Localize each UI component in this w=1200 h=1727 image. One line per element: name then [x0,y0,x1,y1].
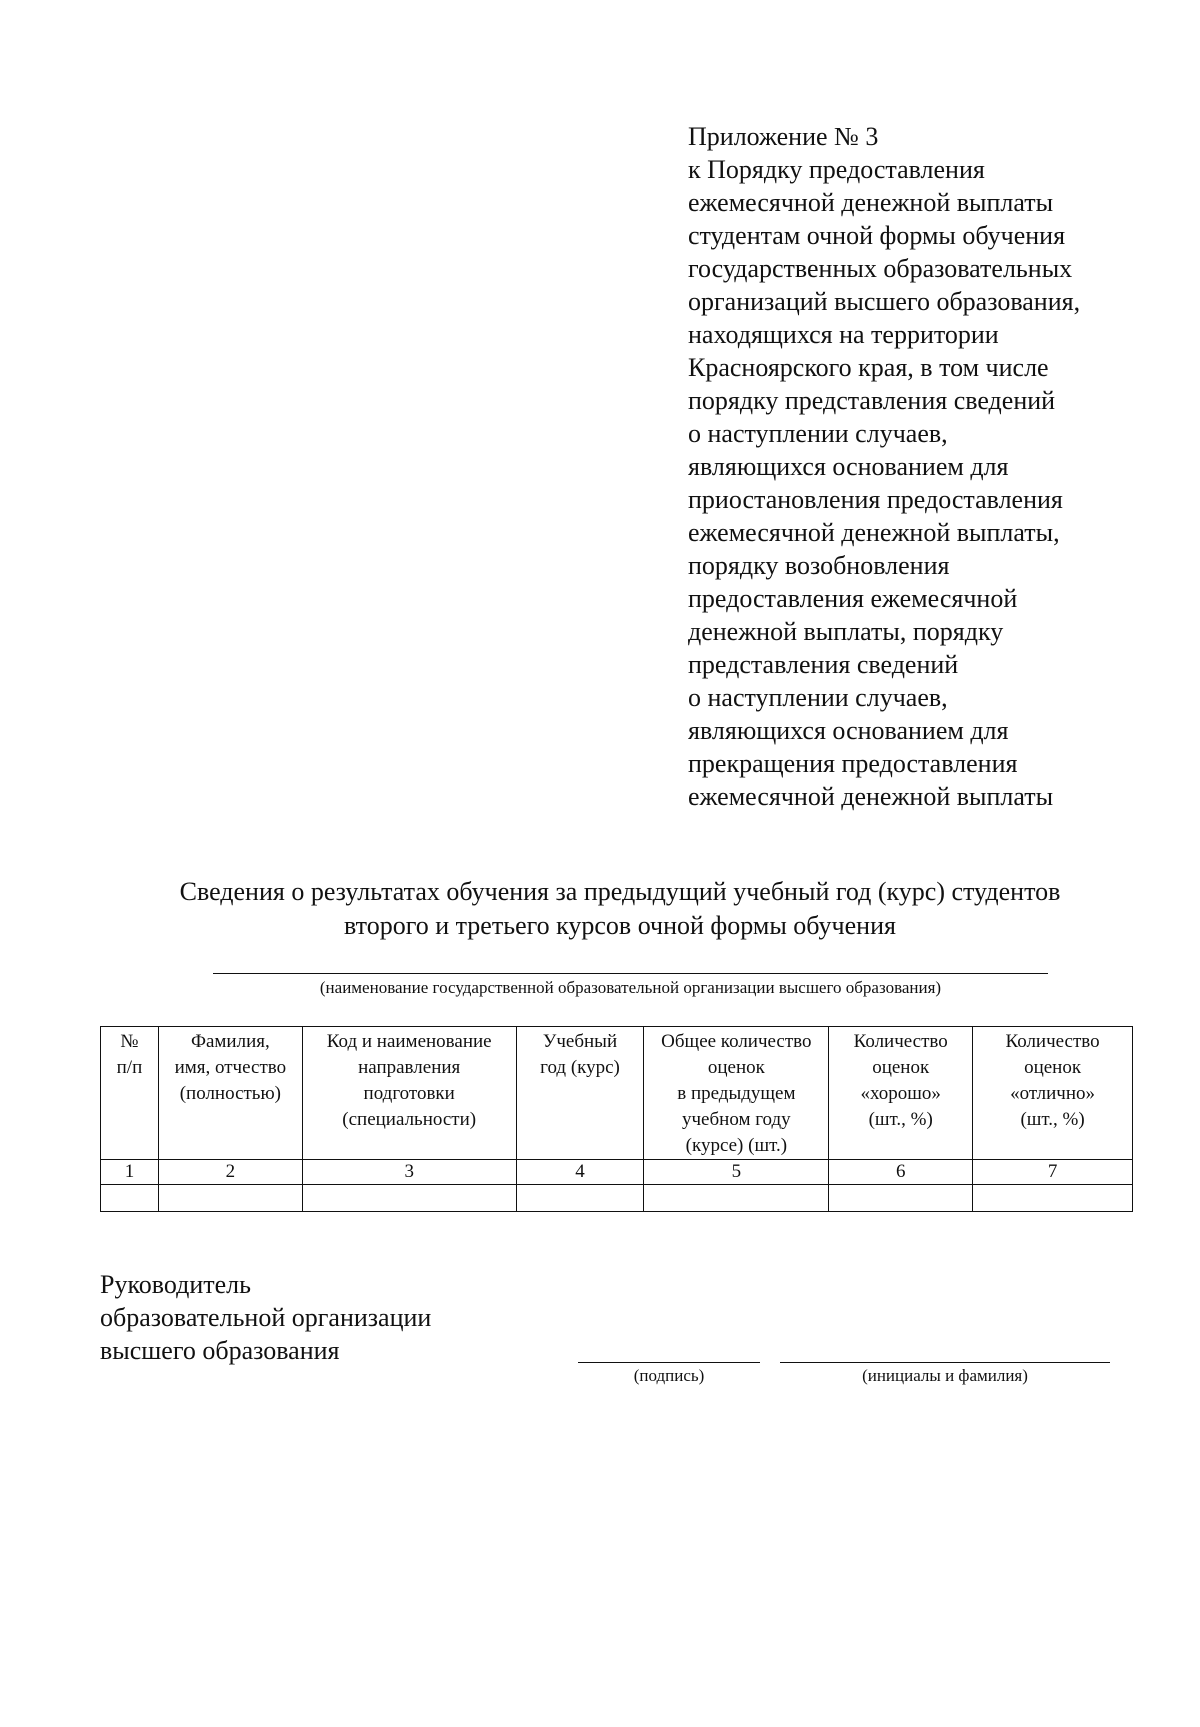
appendix-line: о наступлении случаев, [688,419,948,448]
empty-cell [829,1185,973,1212]
header-cell-excellent-grades: Количество оценок «отлично» (шт., %) [973,1027,1133,1160]
column-number: 1 [101,1160,159,1185]
appendix-line: находящихся на территории [688,320,999,349]
title-line-2: второго и третьего курсов очной формы обучения [344,911,896,940]
appendix-line: студентам очной формы обучения [688,221,1066,250]
appendix-line: о наступлении случаев, [688,683,948,712]
signature-caption: (подпись) [633,1366,705,1385]
header-cell-total-grades: Общее количество оценок в предыдущем учебном году (курсе) (шт.) [644,1027,829,1160]
appendix-line: ежемесячной денежной выплаты, [688,518,1060,547]
empty-cell [644,1185,829,1212]
appendix-line: ежемесячной денежной выплаты [688,782,1054,811]
empty-cell [973,1185,1133,1212]
empty-cell [158,1185,302,1212]
empty-cell [516,1185,644,1212]
appendix-line: Красноярского края, в том числе [688,353,1049,382]
appendix-line: порядку возобновления [688,551,950,580]
document-title [100,875,1140,943]
appendix-line: приостановления предоставления [688,485,1063,514]
name-caption: (инициалы и фамилия) [862,1366,1028,1385]
org-name-caption: (наименование государственной образовательной организации высшего образования) [319,978,942,997]
appendix-line: представления сведений [688,650,959,679]
column-number: 2 [158,1160,302,1185]
appendix-line: Приложение № 3 [688,122,879,151]
appendix-line: являющихся основанием для [688,716,1009,745]
org-name-line [213,973,1048,974]
appendix-line: предоставления ежемесячной [688,584,1018,613]
appendix-line: государственных образовательных [688,254,1073,283]
header-cell-number: № п/п [101,1027,159,1160]
table-header-row [101,1027,1133,1160]
column-number: 7 [973,1160,1133,1185]
header-cell-name: Фамилия, имя, отчество (полностью) [158,1027,302,1160]
signature-line [578,1362,760,1363]
results-table [100,1026,1133,1212]
table-row [101,1185,1133,1212]
header-cell-specialty: Код и наименование направления подготовки (специальности) [302,1027,516,1160]
header-cell-good-grades: Количество оценок «хорошо» (шт., %) [829,1027,973,1160]
empty-cell [101,1185,159,1212]
title-line-1: Сведения о результатах обучения за предыдущий учебный год (курс) студентов [179,877,1061,906]
column-number: 3 [302,1160,516,1185]
name-line [780,1362,1110,1363]
appendix-block [688,120,1188,813]
column-number: 4 [516,1160,644,1185]
appendix-line: ежемесячной денежной выплаты [688,188,1054,217]
table-numbering-row [101,1160,1133,1185]
appendix-line: являющихся основанием для [688,452,1009,481]
signatory-label: Руководитель образовательной организации высшего образования [100,1270,432,1365]
appendix-line: денежной выплаты, порядку [688,617,1004,646]
appendix-line: организаций высшего образования, [688,287,1081,316]
column-number: 6 [829,1160,973,1185]
appendix-line: прекращения предоставления [688,749,1018,778]
appendix-line: порядку представления сведений [688,386,1056,415]
appendix-line: к Порядку предоставления [688,155,985,184]
header-cell-year: Учебный год (курс) [516,1027,644,1160]
empty-cell [302,1185,516,1212]
column-number: 5 [644,1160,829,1185]
